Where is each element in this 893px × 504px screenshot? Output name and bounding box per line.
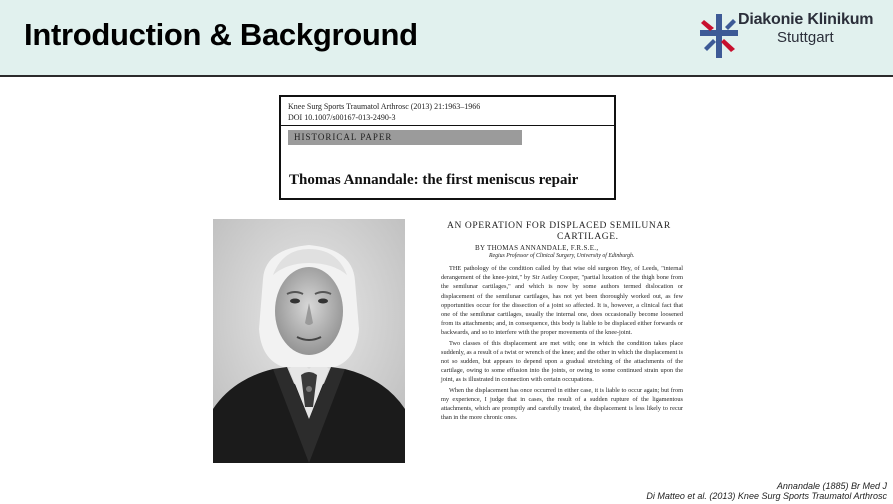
- portrait-photo: [213, 219, 405, 463]
- reference-2: Di Matteo et al. (2013) Knee Surg Sports Traumatol Arthrosc: [646, 491, 887, 501]
- paper-divider: [281, 125, 614, 126]
- article-body: [441, 264, 683, 422]
- article-heading-line2: CARTILAGE.: [557, 232, 619, 242]
- article-paragraph: THE pathology of the condition called by that wise old surgeon Hey, of Leeds, "internal derangement of the knee-joint," by Sir Astley Cooper, "partial luxation of the thigh bone from the semilunar cartilages," and which is now by some authors termed dislocation or displacement of the semilunar cartilages, has not yet been thoroughly worked out, as few opportunities occur for the dissection of a joint so affected. It is, however, a clinical fact that one of the semilunar cartilages, usually the internal one, does occasionally become loosened from its attachments; and, in consequence, this body is liable to be displaced either forwards or backwards, and so to interfere with the proper movements of the knee-joint.: [441, 265, 683, 337]
- article-heading-line1: AN OPERATION FOR DISPLACED SEMILUNAR: [447, 221, 671, 231]
- reference-1: Annandale (1885) Br Med J: [776, 481, 887, 491]
- paper-meta: [288, 101, 480, 123]
- logo-name-line1: Diakonie Klinikum: [738, 11, 874, 28]
- paper-title: Thomas Annandale: the first meniscus repair: [289, 172, 579, 188]
- article-byline: BY THOMAS ANNANDALE, F.R.S.E.,: [475, 244, 599, 252]
- doi-line: DOI 10.1007/s00167-013-2490-3: [288, 113, 396, 122]
- portrait-image: [213, 219, 405, 463]
- journal-line: Knee Surg Sports Traumatol Arthrosc (2013) 21:1963–1966: [288, 102, 481, 111]
- article-affiliation: Regius Professor of Clinical Surgery, University of Edinburgh.: [489, 253, 635, 259]
- slide-title: Introduction & Background: [24, 17, 418, 52]
- article-paragraph: When the displacement has once occurred in either case, it is liable to occur again; but from my experience, I judge that in cases, the result of a sudden rupture of the ligamentous attachments, which are promptly and carefully treated, the displacement is less likely to recur than in the more chronic ones.: [441, 386, 683, 422]
- diakonie-cross-icon: [698, 12, 738, 62]
- section-label: HISTORICAL PAPER: [288, 130, 522, 145]
- article-excerpt: [437, 218, 687, 464]
- slide-header: [0, 0, 893, 77]
- article-paragraph: Two classes of this displacement are met with; one in which the condition takes place suddenly, as a result of a twist or wrench of the knee; and the other in which the displacement is not so sudden, but appears to depend upon a gradual stretching of the attachments of the cartilage, owing to some effusion into the joints, or owing to some continued strain upon the joint, as is illustrated in connection with certain occupations.: [441, 339, 683, 384]
- logo-name-line2: Stuttgart: [777, 29, 834, 46]
- hospital-logo: [698, 8, 888, 66]
- paper-header-box: [279, 95, 616, 200]
